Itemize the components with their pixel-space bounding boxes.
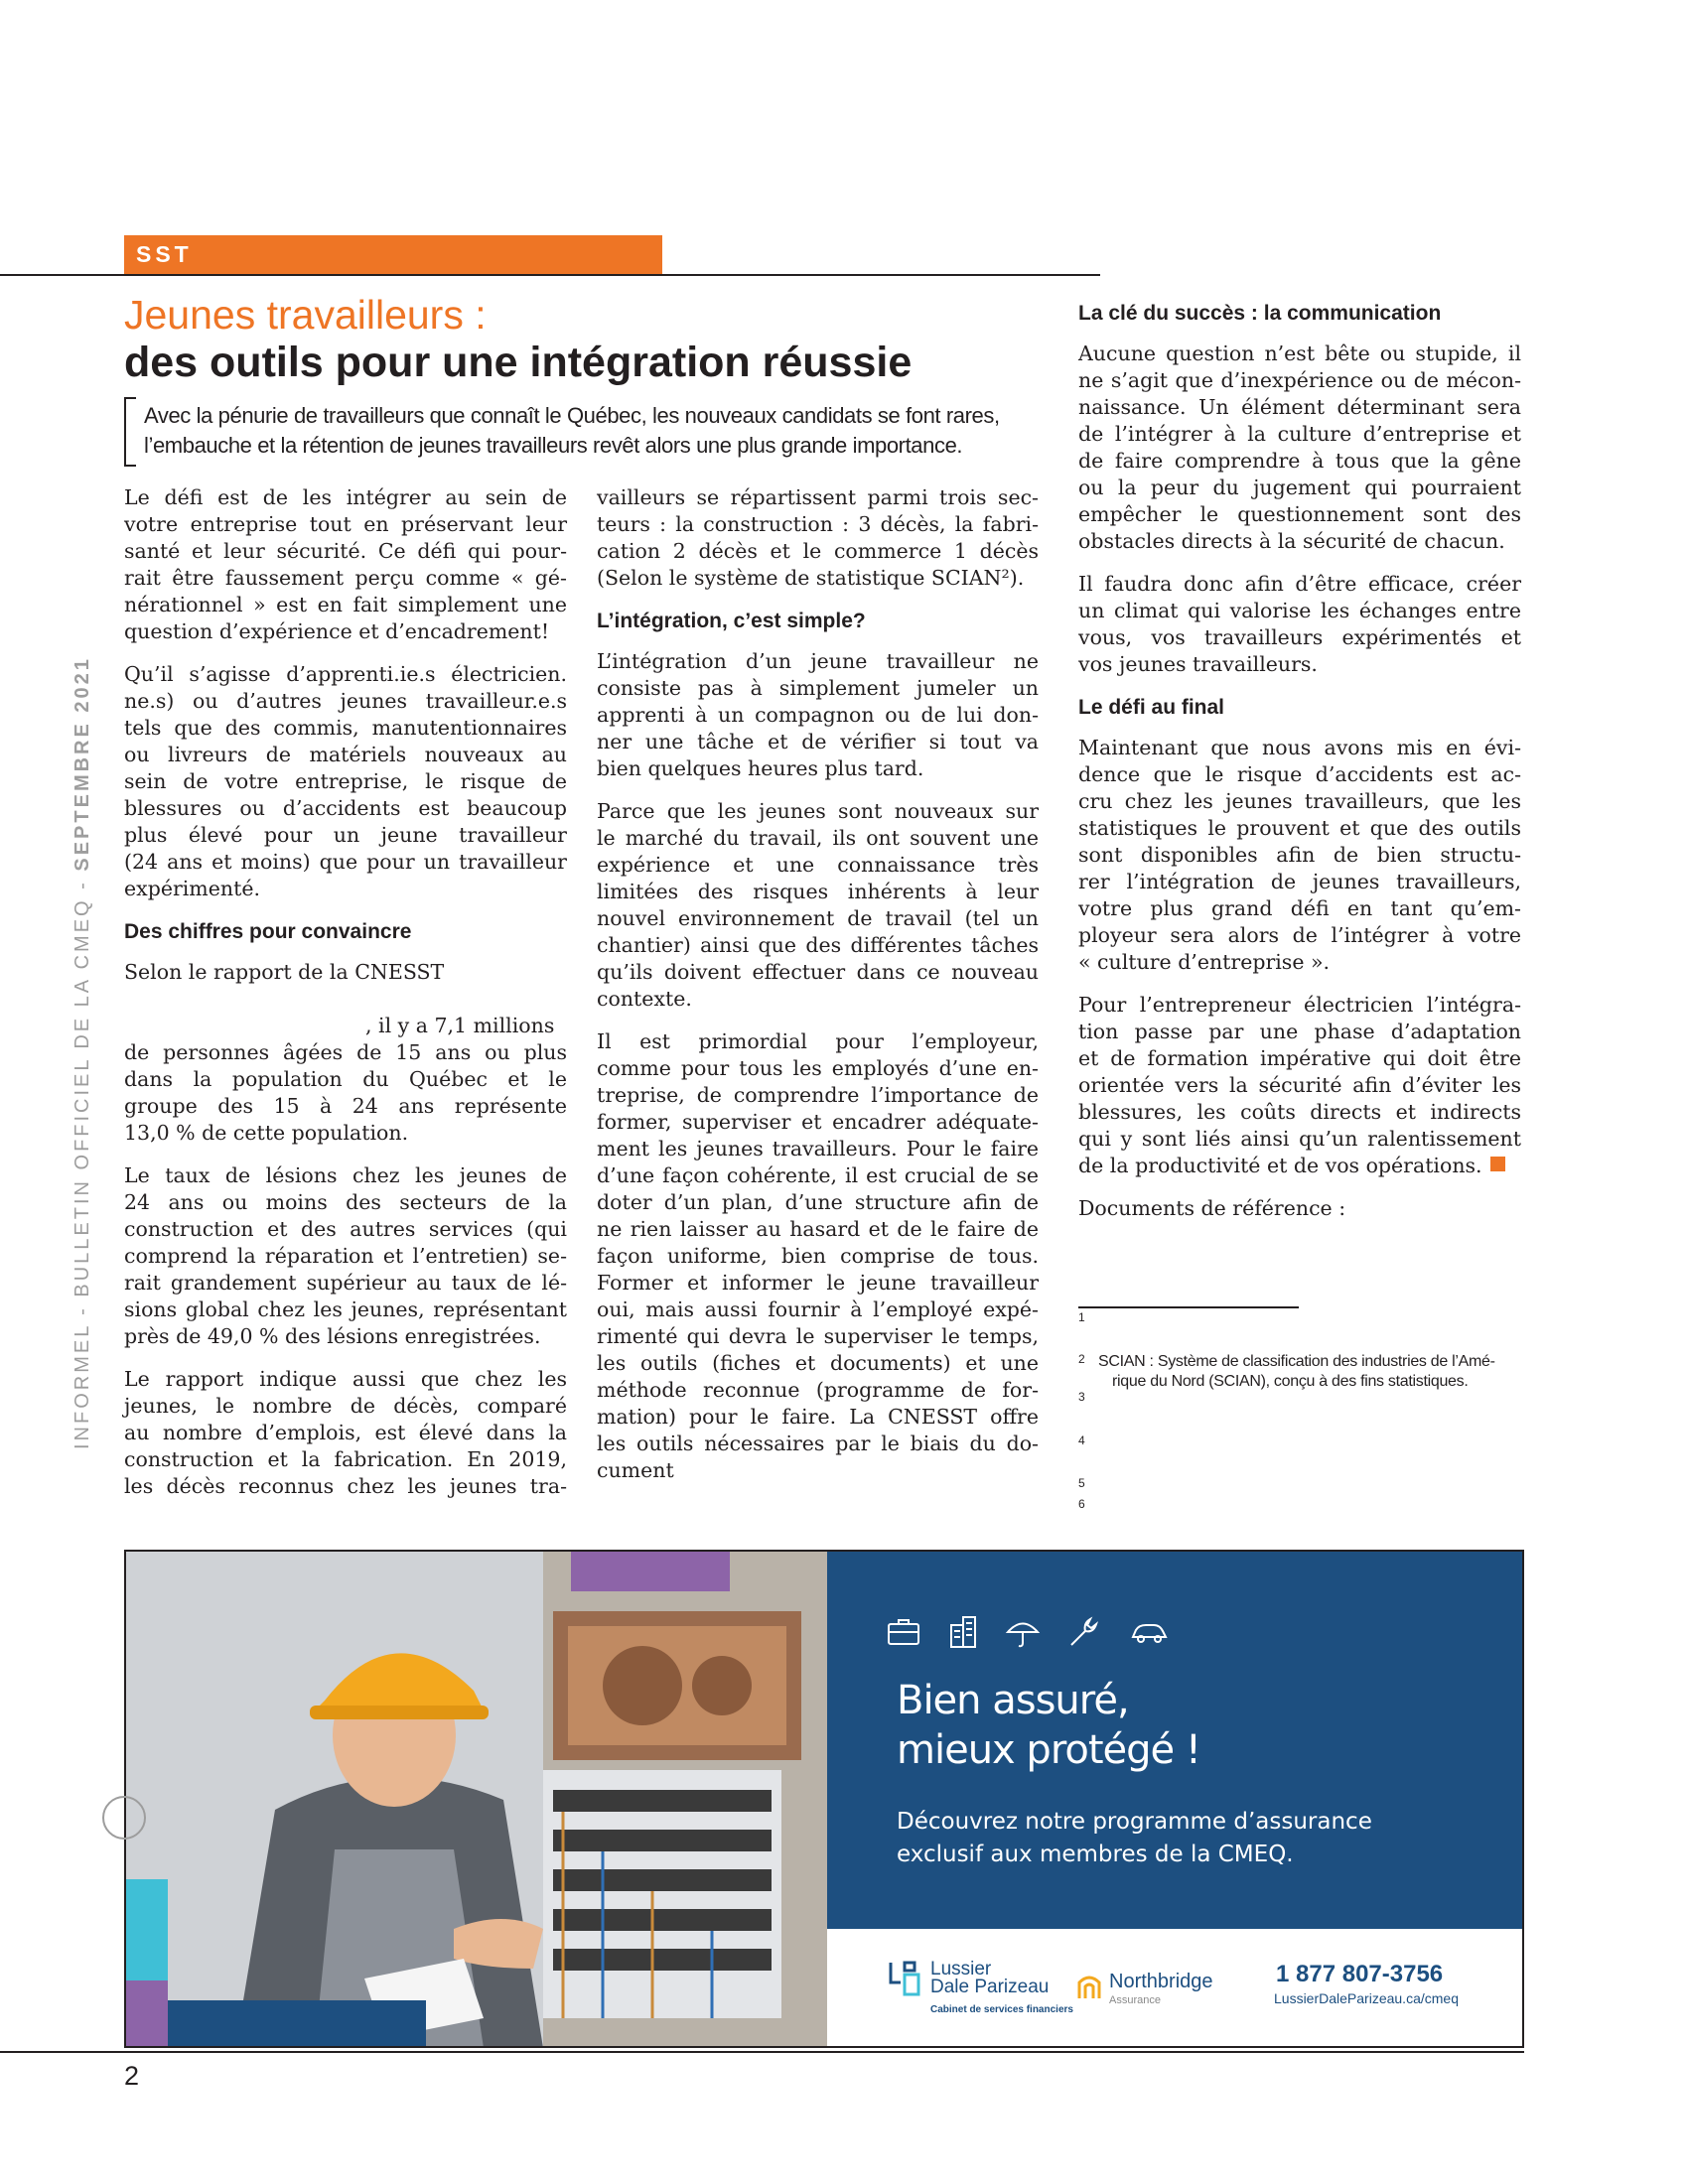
- text-line: nérationnel » est en fait simplement une: [124, 593, 567, 616]
- subheading: L’intégration, c’est simple?: [597, 610, 866, 632]
- section-label: SST: [136, 241, 193, 267]
- subheading: La clé du succès : la communication: [1078, 302, 1442, 325]
- text-line: « culture d’entreprise ».: [1078, 950, 1331, 974]
- ad-subtitle: [897, 1806, 1372, 1871]
- text-line: au nombre d’emplois, est élevé dans la: [124, 1421, 567, 1444]
- text-line: rer l’intégration de jeunes travailleurs,: [1078, 870, 1521, 893]
- ad-subtitle-line: Découvrez notre programme d’assurance: [897, 1809, 1372, 1835]
- paragraph: [124, 1162, 567, 1350]
- text-line: Aucune question n’est bête ou stupide, il: [1078, 341, 1521, 365]
- article-kicker: Jeunes travailleurs :: [124, 292, 487, 338]
- text-line: rait être faussement perçu comme « gé-: [124, 566, 567, 590]
- text-line: sont disponibles afin de bien structu-: [1078, 843, 1521, 867]
- text-line: votre plus grand défi en tant qu’em-: [1078, 896, 1521, 920]
- car-icon: [1123, 1613, 1175, 1651]
- paragraph: [597, 1028, 1039, 1484]
- paragraph: [124, 1366, 567, 1500]
- footnote-number: 4: [1078, 1433, 1085, 1447]
- ad-message-panel: [827, 1552, 1524, 1929]
- text-line: blessures ou d’accidents est beaucoup: [124, 796, 567, 820]
- ldp-logo-icon: [887, 1959, 922, 1998]
- paragraph: [1078, 341, 1521, 555]
- text-line: chantier) ainsi que des différentes tâches: [597, 933, 1039, 957]
- text-line: contexte.: [597, 987, 692, 1011]
- northbridge-logo[interactable]: [1075, 1971, 1213, 2006]
- article-column-1: [124, 484, 567, 1516]
- subheading: Le défi au final: [1078, 696, 1225, 719]
- top-rule: [0, 274, 1100, 276]
- text-line: comme pour tous les employés d’une en-: [597, 1056, 1039, 1080]
- text-line: le marché du travail, ils ont souvent une: [597, 826, 1039, 850]
- text-line: Le défi est de les intégrer au sein de: [124, 485, 567, 509]
- text-line: tels que des commis, manutentionnaires: [124, 716, 567, 740]
- text-line: vailleurs se répartissent parmi trois sec-: [597, 485, 1039, 509]
- text-line: empêcher le questionnement sont des: [1078, 502, 1521, 526]
- text-line: teurs : la construction : 3 décès, la fabri-: [597, 512, 1039, 536]
- side-label-publication: INFORMEL - BULLETIN OFFICIEL DE LA CMEQ -: [71, 871, 93, 1449]
- text-line: Selon le rapport de la CNESST: [124, 960, 445, 984]
- paragraph: [597, 648, 1039, 782]
- text-line: dence que le risque d’accidents est ac-: [1078, 762, 1521, 786]
- ad-phone-number[interactable]: 1 877 807-3756: [1276, 1961, 1444, 1987]
- text-line: Maintenant que nous avons mis en évi-: [1078, 736, 1521, 759]
- umbrella-icon: [1004, 1613, 1042, 1651]
- ldp-name-line: Lussier: [930, 1959, 992, 1979]
- footnote-number: 6: [1078, 1497, 1085, 1511]
- briefcase-icon: [885, 1613, 922, 1651]
- article-column-2: [597, 484, 1039, 1500]
- article-intro: [144, 401, 1038, 461]
- text-line: apprenti à un compagnon ou de lui don-: [597, 703, 1039, 727]
- text-line: Le taux de lésions chez les jeunes de: [124, 1163, 567, 1187]
- text-line: consiste pas à simplement jumeler un: [597, 676, 1039, 700]
- text-line: Le rapport indique aussi que chez les: [124, 1367, 567, 1391]
- article-column-3: [1078, 292, 1521, 1238]
- text-line: expérimenté.: [124, 877, 260, 900]
- text-line: construction et la fabrication. En 2019,: [124, 1447, 567, 1471]
- paragraph: [124, 661, 567, 902]
- page-bottom-rule: [0, 2051, 1524, 2053]
- text-line: 24 ans ou moins des secteurs de la: [124, 1190, 567, 1214]
- wrench-icon: [1063, 1613, 1101, 1651]
- footnote-number: 2: [1078, 1352, 1085, 1366]
- ad-footer: [827, 1929, 1524, 2048]
- subheading: Des chiffres pour convaincre: [124, 920, 412, 943]
- ad-title: [897, 1676, 1200, 1775]
- text-line: ne.s) ou d’autres jeunes travailleur.e.s: [124, 689, 567, 713]
- footnote-text: [1098, 1352, 1535, 1392]
- text-line: 13,0 % de cette population.: [124, 1121, 409, 1145]
- text-line: blessures, les coûts directs et indirects: [1078, 1100, 1521, 1124]
- building-icon: [944, 1613, 982, 1651]
- intro-bracket: [124, 397, 136, 467]
- page-number: 2: [124, 2061, 140, 2091]
- text-line: d’une façon cohérente, il est crucial de se: [597, 1163, 1039, 1187]
- footnote-number: 3: [1078, 1390, 1085, 1404]
- text-line: tion passe par une phase d’adaptation: [1078, 1020, 1521, 1043]
- text-line: ner une tâche et de vérifier si tout va: [597, 730, 1039, 753]
- text-line: qui y sont liés ainsi qu’un ralentissement: [1078, 1127, 1521, 1151]
- text-line: L’intégration d’un jeune travailleur ne: [597, 649, 1039, 673]
- electrician-photo: [126, 1552, 827, 2048]
- text-line: sions global chez les jeunes, représentant: [124, 1297, 567, 1321]
- text-line: sein de votre entreprise, le risque de: [124, 769, 567, 793]
- text-line: de personnes âgées de 15 ans ou plus: [124, 1040, 567, 1064]
- section-tab: [124, 235, 662, 274]
- side-label: [71, 656, 94, 1449]
- text-line: cument: [597, 1458, 674, 1482]
- ad-subtitle-line: exclusif aux membres de la CMEQ.: [897, 1842, 1294, 1867]
- text-line: ou la peur du jugement qui pourraient: [1078, 476, 1521, 499]
- text-line: statistiques le prouvent et que des outils: [1078, 816, 1521, 840]
- text-line: ne s’agit que d’inexpérience ou de mécon-: [1078, 368, 1521, 392]
- text-line: Former et informer le jeune travailleur: [597, 1271, 1039, 1295]
- text-line: (Selon le système de statistique SCIAN²).: [597, 566, 1025, 590]
- text-line: groupe des 15 à 24 ans représente: [124, 1094, 567, 1118]
- text-line: orientée vers la sécurité afin d’éviter les: [1078, 1073, 1521, 1097]
- text-line: [1078, 1153, 1521, 1179]
- paragraph: [1078, 735, 1521, 976]
- paragraph: [1078, 571, 1521, 678]
- text-line: les outils (fiches et documents) et une: [597, 1351, 1039, 1375]
- text-line: les décès reconnus chez les jeunes tra-: [124, 1474, 567, 1498]
- text-line-content: de la productivité et de vos opérations.: [1078, 1154, 1482, 1177]
- text-line: jeunes, le nombre de décès, comparé: [124, 1394, 567, 1418]
- text-line: rait grandement supérieur au taux de lé-: [124, 1271, 567, 1295]
- paragraph: [124, 484, 567, 645]
- text-line: dans la population du Québec et le: [124, 1067, 567, 1091]
- text-line: naissance. Un élément déterminant sera: [1078, 395, 1521, 419]
- text-line: Parce que les jeunes sont nouveaux sur: [597, 799, 1039, 823]
- text-line: oui, mais aussi fournir à l’employé expé-: [597, 1297, 1039, 1321]
- text-line: Il faudra donc afin d’être efficace, créer: [1078, 572, 1521, 596]
- text-line: obstacles directs à la sécurité de chacun.: [1078, 529, 1505, 553]
- northbridge-logo-icon: [1075, 1971, 1103, 2002]
- text-line: construction et des autres services (qui: [124, 1217, 567, 1241]
- northbridge-name: Northbridge: [1109, 1971, 1213, 1992]
- text-line: santé et leur sécurité. Ce défi qui pour-: [124, 539, 567, 563]
- paragraph: [597, 484, 1039, 592]
- ldp-name-line: Dale Parizeau: [930, 1977, 1050, 1997]
- text-line: près de 49,0 % des lésions enregistrées.: [124, 1324, 541, 1348]
- text-line: bien quelques heures plus tard.: [597, 756, 924, 780]
- text-line: cru chez les jeunes travailleurs, que les: [1078, 789, 1521, 813]
- text-line: ment les jeunes travailleurs. Pour le faire: [597, 1137, 1039, 1160]
- paragraph: [1078, 1195, 1521, 1222]
- text-line: ployeur sera alors de l’intégrer à votre: [1078, 923, 1521, 947]
- text-line: limitées des risques inhérents à leur: [597, 880, 1039, 903]
- text-line: (24 ans et moins) que pour un travailleur: [124, 850, 567, 874]
- footnote-line: SCIAN : Système de classification des industries de l’Amé-: [1098, 1353, 1495, 1370]
- text-line: et de formation impérative qui doit être: [1078, 1046, 1521, 1070]
- ldp-tagline: Cabinet de services financiers: [930, 2004, 1073, 2015]
- intro-line: l’embauche et la rétention de jeunes travailleurs revêt alors une plus grande importance.: [144, 433, 963, 458]
- text-line: doter d’un plan, d’une structure afin de: [597, 1190, 1039, 1214]
- text-line: méthode reconnue (programme de for-: [597, 1378, 1039, 1402]
- text-line: votre entreprise tout en préservant leur: [124, 512, 567, 536]
- text-line: mation) pour le faire. La CNESST offre: [597, 1405, 1039, 1429]
- footnote-number: 5: [1078, 1476, 1085, 1490]
- text-line: façon uniforme, bien comprise de tous.: [597, 1244, 1039, 1268]
- footnote-rule: [1078, 1306, 1299, 1308]
- ad-icon-row: [885, 1613, 1175, 1651]
- paragraph: [124, 959, 567, 1147]
- text-line: vous, vos travailleurs expérimentés et: [1078, 625, 1521, 649]
- text-line: les outils nécessaires par le biais du do-: [597, 1432, 1039, 1455]
- ldp-name: [930, 1961, 1049, 1996]
- intro-line: Avec la pénurie de travailleurs que connaît le Québec, les nouveaux candidats se font rares,: [144, 403, 1000, 428]
- end-of-article-mark: [1490, 1157, 1505, 1171]
- text-line: vos jeunes travailleurs.: [1078, 652, 1318, 676]
- ad-title-line: Bien assuré,: [897, 1678, 1129, 1723]
- text-line: Il est primordial pour l’employeur,: [597, 1029, 1039, 1053]
- electrician-illustration: [126, 1552, 827, 2048]
- text-line: rimenté qui devra le superviser le temps,: [597, 1324, 1039, 1348]
- text-line: Qu’il s’agisse d’apprenti.ie.s électricien.: [124, 662, 567, 686]
- paragraph: [1078, 992, 1521, 1179]
- text-line: Documents de référence :: [1078, 1196, 1346, 1220]
- text-line: nouvel environnement de travail (tel un: [597, 906, 1039, 930]
- text-line: cation 2 décès et le commerce 1 décès: [597, 539, 1039, 563]
- text-line: Pour l’entrepreneur électricien l’intégra-: [1078, 993, 1521, 1017]
- paragraph: [597, 798, 1039, 1013]
- insurance-advertisement[interactable]: [124, 1550, 1524, 2048]
- text-line: , il y a 7,1 millions: [365, 1014, 555, 1037]
- text-line: de l’intégrer à la culture d’entreprise et: [1078, 422, 1521, 446]
- northbridge-tagline: Assurance: [1109, 1994, 1161, 2006]
- text-line: expérience et une connaissance très: [597, 853, 1039, 877]
- text-line: qu’ils doivent effectuer dans ce nouveau: [597, 960, 1039, 984]
- text-line: de faire comprendre à tous que la gêne: [1078, 449, 1521, 473]
- lussier-dale-parizeau-logo[interactable]: [887, 1959, 1073, 2015]
- ad-website-link[interactable]: LussierDaleParizeau.ca/cmeq: [1274, 1990, 1459, 2006]
- text-line: question d’expérience et d’encadrement!: [124, 619, 550, 643]
- footnote-line: rique du Nord (SCIAN), conçu à des fins statistiques.: [1112, 1373, 1469, 1390]
- text-line: treprise, de comprendre l’importance de: [597, 1083, 1039, 1107]
- text-line: comprend la réparation et l’entretien) se-: [124, 1244, 567, 1268]
- article-headline: des outils pour une intégration réussie: [124, 339, 913, 386]
- text-line: ou livreurs de matériels nouveaux au: [124, 743, 567, 766]
- text-line: ne rien laisser au hasard et de le faire de: [597, 1217, 1039, 1241]
- footnote-number: 1: [1078, 1310, 1085, 1324]
- text-line: plus élevé pour un jeune travailleur: [124, 823, 567, 847]
- text-line: un climat qui valorise les échanges entre: [1078, 599, 1521, 622]
- ad-title-line: mieux protégé !: [897, 1727, 1200, 1773]
- text-line: former, superviser et encadrer adéquate-: [597, 1110, 1039, 1134]
- registration-mark: [102, 1796, 146, 1840]
- side-label-date: SEPTEMBRE 2021: [71, 656, 93, 872]
